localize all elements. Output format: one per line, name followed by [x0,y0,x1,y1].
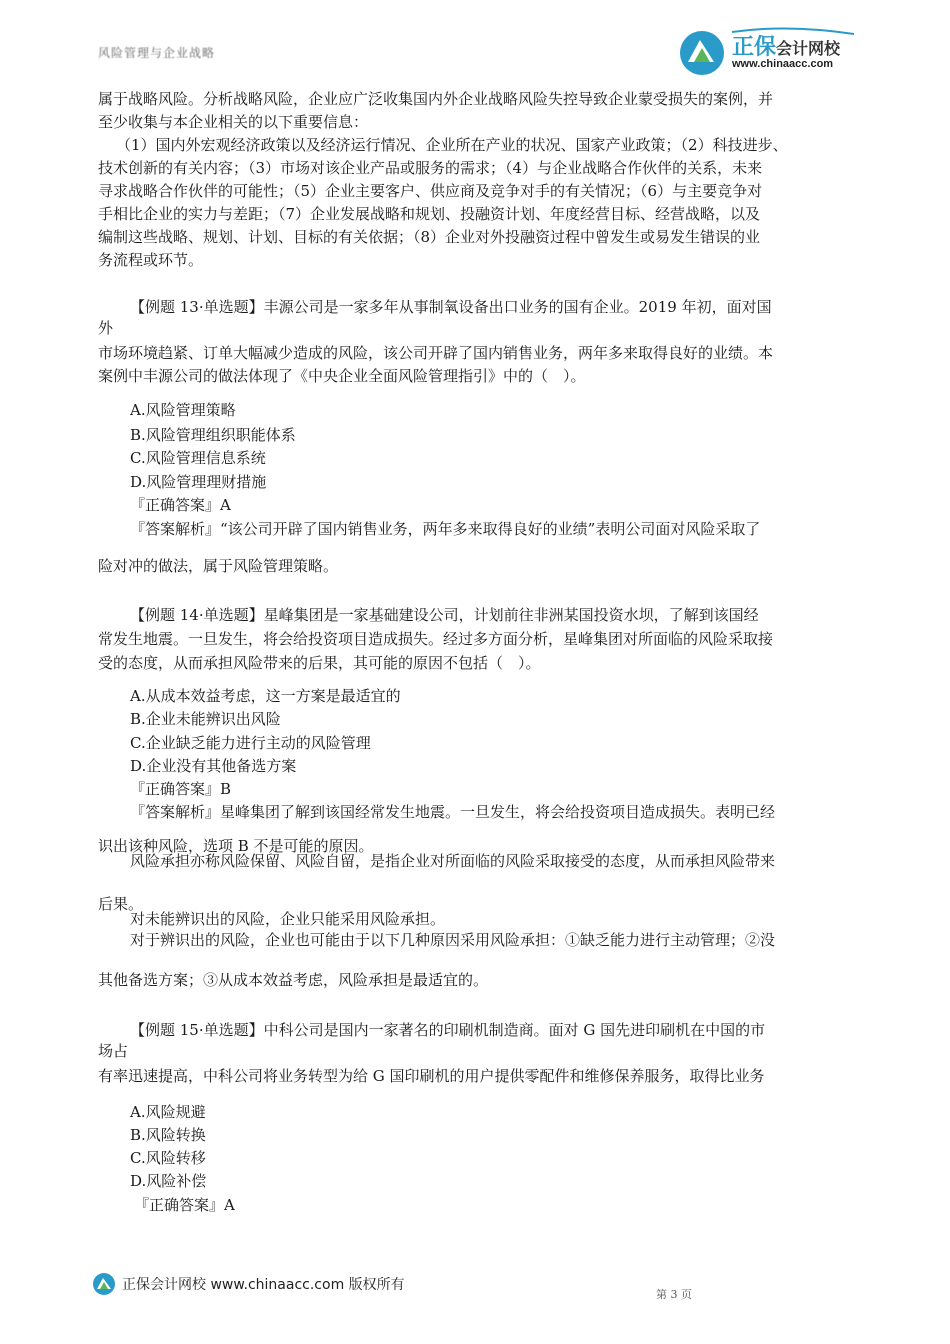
q13-answer: 『正确答案』A [130,496,231,514]
page-number: 第 3 页 [656,1288,692,1301]
intro-line-1: 属于战略风险。分析战略风险，企业应广泛收集国内外企业战略风险失控导致企业蒙受损失的案例，并 [98,90,774,108]
q13-stem-1: 【例题 13·单选题】丰源公司是一家多年从事制氧设备出口业务的国有企业。2019 年初，面对国 [130,298,772,316]
q15-stem-1: 【例题 15·单选题】中科公司是国内一家著名的印刷机制造商。面对 G 国先进印刷机在中国的市 [130,1021,766,1039]
intro-line-6: 手相比企业的实力与差距；（7）企业发展战略和规划、投融资计划、年度经营目标、经营战略，以及 [98,205,761,223]
q14-option-a: A.从成本效益考虑，这一方案是最适宜的 [130,687,401,705]
q14-answer: 『正确答案』B [130,780,232,798]
q15-stem-3: 有率迅速提高，中科公司将业务转型为给 G 国印刷机的用户提供零配件和维修保养服务，取得比业务 [98,1067,765,1085]
q14-option-d: D.企业没有其他备选方案 [130,757,297,775]
q13-analysis-2: 险对冲的做法，属于风险管理策略。 [98,557,339,575]
intro-line-5: 寻求战略合作伙伴的可能性；（5）企业主要客户、供应商及竞争对手的有关情况；（6）与主要竞争对 [98,182,763,200]
footer-copyright: 正保会计网校 www.chinaacc.com 版权所有 [122,1277,405,1293]
q15-option-b: B.风险转换 [130,1126,206,1144]
brand-name [732,30,840,61]
brand-url: www.chinaacc.com [732,58,834,70]
q13-option-a: A.风险管理策略 [130,401,236,419]
q14-analysis-5-text: 对未能辨识出的风险，企业只能采用风险承担。 [130,910,446,928]
q14-analysis-3 [130,852,776,872]
q14-stem-2: 常发生地震。一旦发生，将会给投资项目造成损失。经过多方面分析，星峰集团对所面临的风险采取接 [98,630,774,648]
intro-line-3: （1）国内外宏观经济政策以及经济运行情况、企业所在产业的状况、国家产业政策；（2）科技进步、 [116,136,788,154]
q15-option-a: A.风险规避 [130,1103,206,1121]
q13-option-c: C.风险管理信息系统 [130,449,266,467]
q13-option-b: B.风险管理组织职能体系 [130,426,296,444]
q14-analysis-2: 识出该种风险，选项 B 不是可能的原因。 [98,837,374,855]
q14-stem-1: 【例题 14·单选题】星峰集团是一家基础建设公司，计划前往非洲某国投资水坝，了解到该国经 [130,606,759,624]
q14-option-b: B.企业未能辨识出风险 [130,710,281,728]
q15-stem-2: 场占 [98,1042,129,1060]
q13-option-d: D.风险管理理财措施 [130,473,267,491]
q13-stem-2: 外 [98,319,114,337]
q14-stem-3: 受的态度，从而承担风险带来的后果，其可能的原因不包括（ ）。 [98,654,541,672]
intro-line-2: 至少收集与本企业相关的以下重要信息： [98,113,369,131]
q14-analysis-6-text: 对于辨识出的风险，企业也可能由于以下几种原因采用风险承担：①缺乏能力进行主动管理；②没 [130,931,776,949]
q14-option-c: C.企业缺乏能力进行主动的风险管理 [130,734,371,752]
footer [92,1271,405,1297]
intro-line-8: 务流程或环节。 [98,251,204,269]
faded-header-title: 风险管理与企业战略 [98,46,216,60]
footer-logo-icon [92,1272,116,1296]
q14-analysis-7: 其他备选方案；③从成本效益考虑，风险承担是最适宜的。 [98,971,489,989]
q14-analysis-1: 『答案解析』星峰集团了解到该国经常发生地震。一旦发生，将会给投资项目造成损失。表明已经 [130,803,776,821]
q14-analysis-4: 后果。 [98,895,144,913]
brand-name-main: 正保 [732,34,777,59]
q13-analysis-1: 『答案解析』“该公司开辟了国内销售业务，两年多来取得良好的业绩”表明公司面对风险采取了 [130,520,761,538]
intro-line-7: 编制这些战略、规划、计划、目标的有关依据；（8）企业对外投融资过程中曾发生或易发生错误的业 [98,228,761,246]
q14-analysis-3-text: 风险承担亦称风险保留、风险自留，是指企业对所面临的风险采取接受的态度，从而承担风险带来 [130,852,776,870]
brand-name-sub: 会计网校 [776,41,841,58]
q13-stem-4: 案例中丰源公司的做法体现了《中央企业全面风险管理指引》中的（ ）。 [98,367,586,385]
q14-analysis-6 [130,931,776,951]
intro-line-4: 技术创新的有关内容；（3）市场对该企业产品或服务的需求；（4）与企业战略合作伙伴的关系，未来 [98,159,763,177]
q15-option-c: C.风险转移 [130,1149,206,1167]
q15-answer: 『正确答案』A [134,1196,235,1214]
q13-stem-3: 市场环境趋紧、订单大幅减少造成的风险，该公司开辟了国内销售业务，两年多来取得良好的业绩。本 [98,344,774,362]
q15-option-d: D.风险补偿 [130,1172,207,1190]
